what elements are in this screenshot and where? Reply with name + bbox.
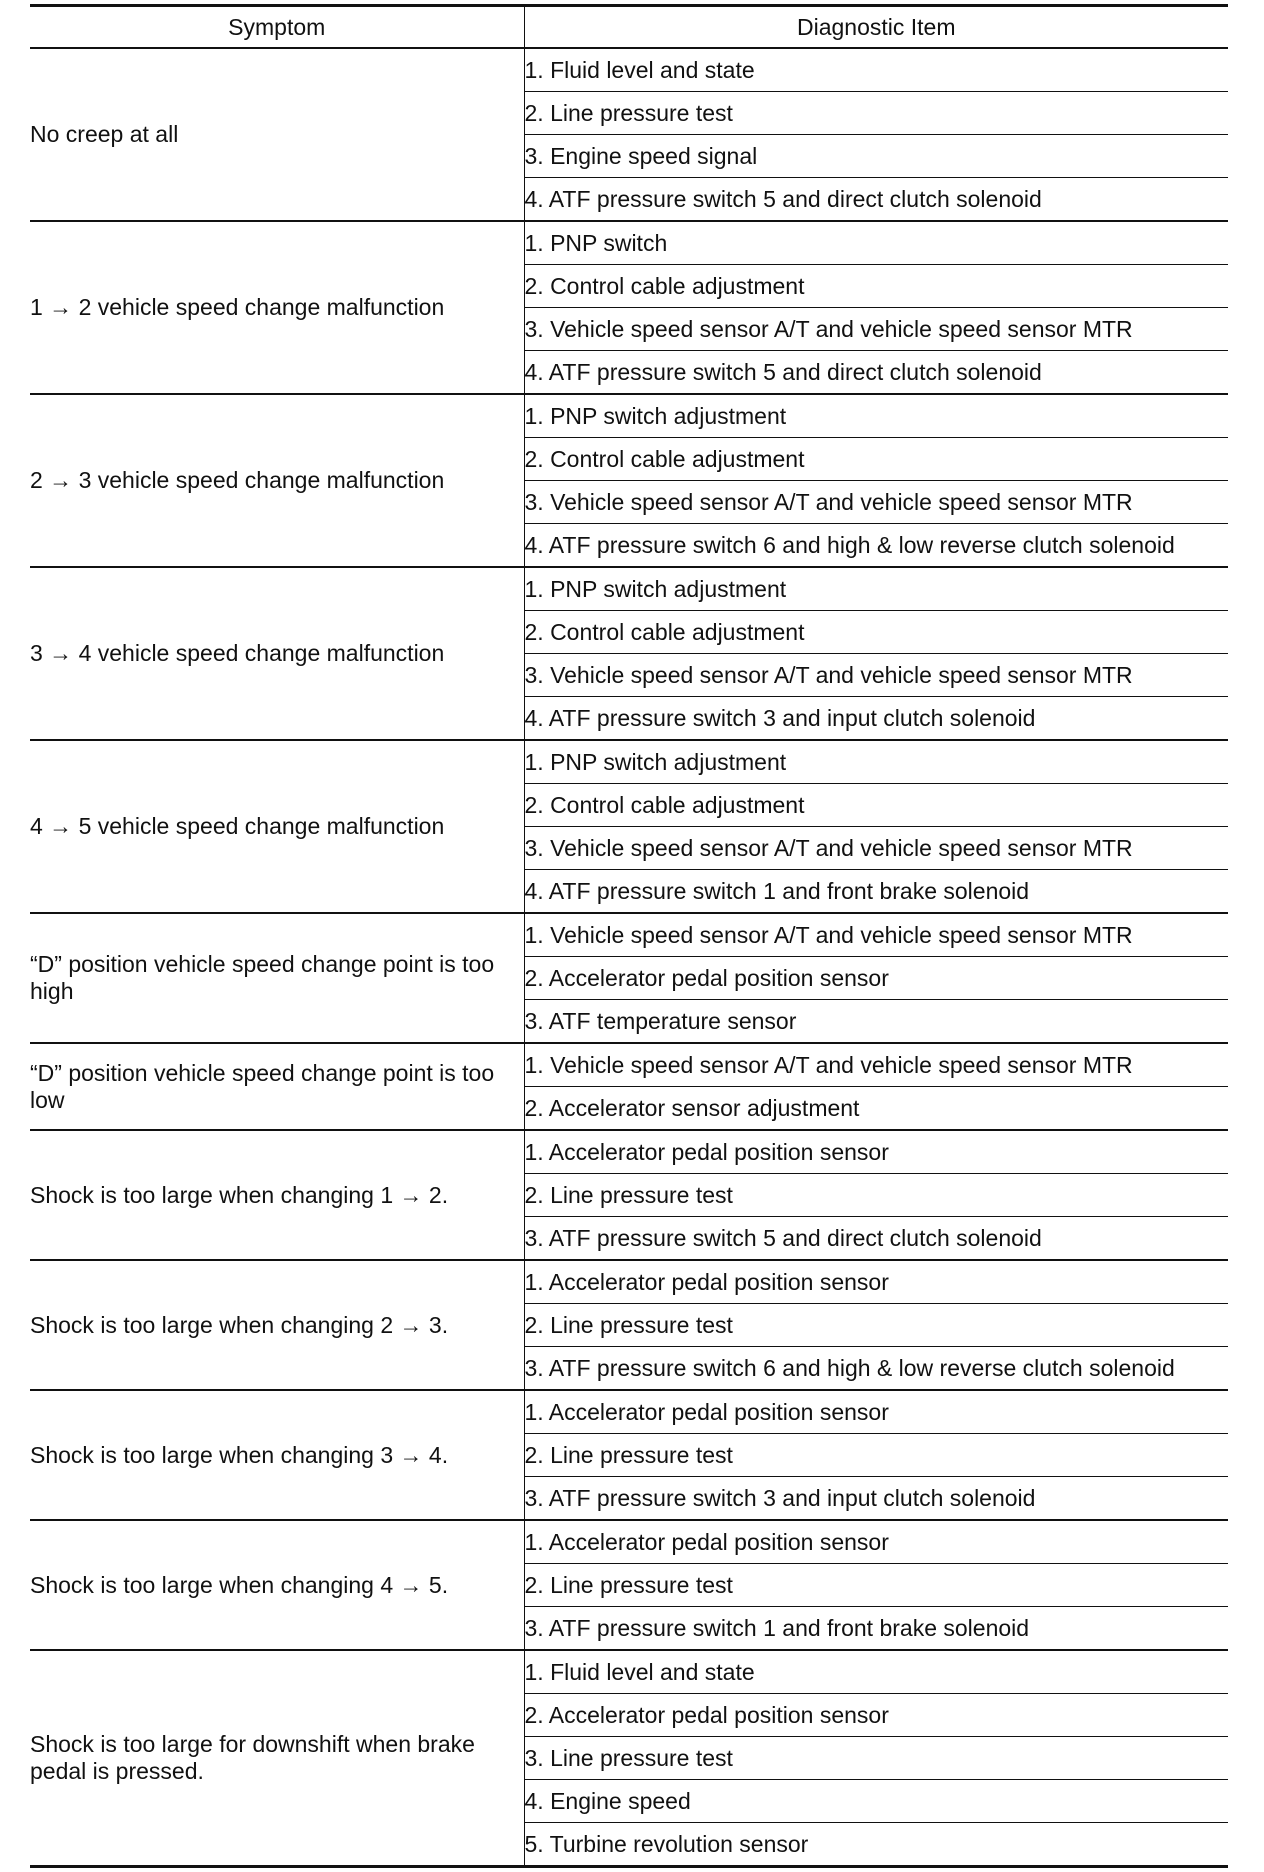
diagnostic-item-cell: 3. Vehicle speed sensor A/T and vehicle speed sensor MTR <box>524 308 1228 351</box>
diagnostic-table-container <box>30 4 1228 1868</box>
table-row <box>30 567 1228 611</box>
table-header-row <box>30 6 1228 49</box>
diagnostic-item-cell: 1. Fluid level and state <box>524 48 1228 92</box>
table-row <box>30 1390 1228 1434</box>
symptom-cell: “D” position vehicle speed change point is too high <box>30 913 524 1043</box>
diagnostic-item-cell: 2. Line pressure test <box>524 1564 1228 1607</box>
table-row <box>30 221 1228 265</box>
diagnostic-item-cell: 2. Control cable adjustment <box>524 438 1228 481</box>
diagnostic-item-cell: 2. Line pressure test <box>524 1174 1228 1217</box>
table-row <box>30 394 1228 438</box>
diagnostic-item-cell: 4. Engine speed <box>524 1780 1228 1823</box>
table-row <box>30 1260 1228 1304</box>
diagnostic-item-cell: 2. Accelerator pedal position sensor <box>524 1694 1228 1737</box>
diagnostic-item-cell: 1. Accelerator pedal position sensor <box>524 1130 1228 1174</box>
diagnostic-item-cell: 1. Accelerator pedal position sensor <box>524 1260 1228 1304</box>
symptom-cell: 4 → 5 vehicle speed change malfunction <box>30 740 524 913</box>
diagnostic-item-cell: 2. Line pressure test <box>524 92 1228 135</box>
table-row <box>30 48 1228 92</box>
table-body <box>30 48 1228 1867</box>
table-row <box>30 913 1228 957</box>
diagnostic-item-cell: 1. Vehicle speed sensor A/T and vehicle speed sensor MTR <box>524 1043 1228 1087</box>
symptom-cell: 2 → 3 vehicle speed change malfunction <box>30 394 524 567</box>
diagnostic-item-cell: 4. ATF pressure switch 6 and high & low reverse clutch solenoid <box>524 524 1228 568</box>
diagnostic-item-cell: 3. ATF pressure switch 5 and direct clutch solenoid <box>524 1217 1228 1261</box>
diagnostic-item-cell: 3. ATF pressure switch 6 and high & low reverse clutch solenoid <box>524 1347 1228 1391</box>
diagnostic-item-cell: 3. Engine speed signal <box>524 135 1228 178</box>
table-row <box>30 1650 1228 1694</box>
symptom-cell: Shock is too large when changing 2 → 3. <box>30 1260 524 1390</box>
diagnostic-item-cell: 1. PNP switch adjustment <box>524 567 1228 611</box>
symptom-cell: 1 → 2 vehicle speed change malfunction <box>30 221 524 394</box>
symptom-cell: “D” position vehicle speed change point is too low <box>30 1043 524 1130</box>
diagnostic-item-cell: 4. ATF pressure switch 1 and front brake solenoid <box>524 870 1228 914</box>
diagnostic-item-cell: 5. Turbine revolution sensor <box>524 1823 1228 1867</box>
diagnostic-item-cell: 2. Control cable adjustment <box>524 265 1228 308</box>
diagnostic-item-cell: 2. Line pressure test <box>524 1434 1228 1477</box>
diagnostic-item-cell: 3. ATF temperature sensor <box>524 1000 1228 1044</box>
diagnostic-item-cell: 2. Accelerator pedal position sensor <box>524 957 1228 1000</box>
diagnostic-item-cell: 1. PNP switch <box>524 221 1228 265</box>
diagnostic-item-cell: 4. ATF pressure switch 5 and direct clutch solenoid <box>524 178 1228 222</box>
symptom-column-header: Symptom <box>30 6 524 49</box>
diagnostic-item-cell: 3. Vehicle speed sensor A/T and vehicle speed sensor MTR <box>524 481 1228 524</box>
symptom-diagnostic-table <box>30 4 1228 1868</box>
symptom-cell: No creep at all <box>30 48 524 221</box>
symptom-cell: Shock is too large when changing 1 → 2. <box>30 1130 524 1260</box>
diagnostic-item-cell: 2. Control cable adjustment <box>524 784 1228 827</box>
diagnostic-item-cell: 3. ATF pressure switch 1 and front brake solenoid <box>524 1607 1228 1651</box>
diagnostic-item-cell: 3. Line pressure test <box>524 1737 1228 1780</box>
diagnostic-item-cell: 1. Vehicle speed sensor A/T and vehicle speed sensor MTR <box>524 913 1228 957</box>
symptom-cell: Shock is too large when changing 3 → 4. <box>30 1390 524 1520</box>
diagnostic-item-cell: 4. ATF pressure switch 3 and input clutch solenoid <box>524 697 1228 741</box>
diagnostic-item-cell: 1. PNP switch adjustment <box>524 740 1228 784</box>
table-row <box>30 1130 1228 1174</box>
table-row <box>30 740 1228 784</box>
diagnostic-item-cell: 4. ATF pressure switch 5 and direct clutch solenoid <box>524 351 1228 395</box>
diagnostic-item-cell: 1. PNP switch adjustment <box>524 394 1228 438</box>
diagnostic-item-cell: 2. Line pressure test <box>524 1304 1228 1347</box>
diagnostic-item-cell: 3. Vehicle speed sensor A/T and vehicle speed sensor MTR <box>524 827 1228 870</box>
symptom-cell: 3 → 4 vehicle speed change malfunction <box>30 567 524 740</box>
symptom-cell: Shock is too large when changing 4 → 5. <box>30 1520 524 1650</box>
diagnostic-item-cell: 3. Vehicle speed sensor A/T and vehicle speed sensor MTR <box>524 654 1228 697</box>
table-row <box>30 1520 1228 1564</box>
diagnostic-item-cell: 1. Fluid level and state <box>524 1650 1228 1694</box>
diagnostic-item-cell: 2. Accelerator sensor adjustment <box>524 1087 1228 1131</box>
diagnostic-item-cell: 3. ATF pressure switch 3 and input clutch solenoid <box>524 1477 1228 1521</box>
diagnostic-item-cell: 1. Accelerator pedal position sensor <box>524 1390 1228 1434</box>
diagnostic-item-cell: 2. Control cable adjustment <box>524 611 1228 654</box>
symptom-cell: Shock is too large for downshift when brake pedal is pressed. <box>30 1650 524 1867</box>
diagnostic-item-cell: 1. Accelerator pedal position sensor <box>524 1520 1228 1564</box>
table-row <box>30 1043 1228 1087</box>
diagnostic-item-column-header: Diagnostic Item <box>524 6 1228 49</box>
